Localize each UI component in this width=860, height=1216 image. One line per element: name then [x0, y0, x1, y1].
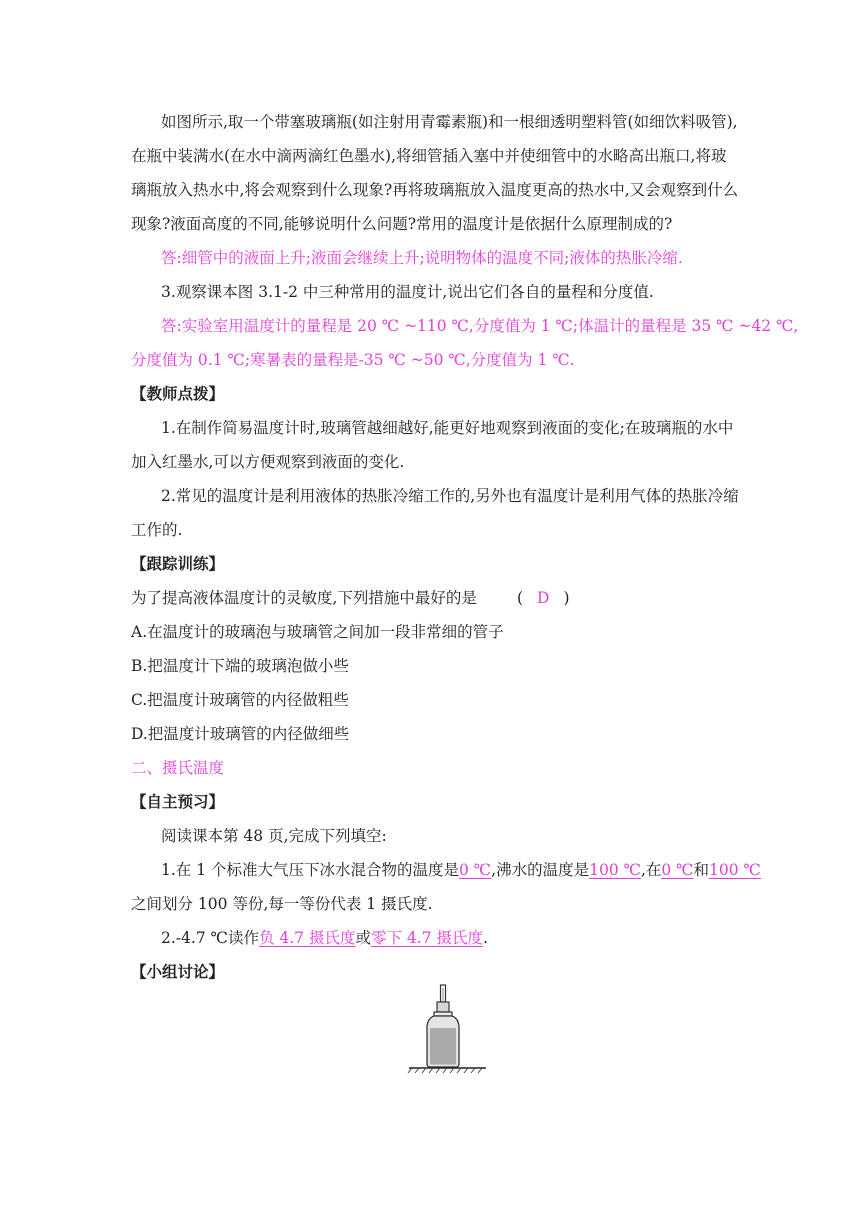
intro-line-2: 在瓶中装满水(在水中滴两滴红色墨水),将细管插入塞中并使细管中的水略高出瓶口,将玻 [131, 147, 727, 165]
answer-3-line-1: 答:实验室用温度计的量程是 20 ℃ ~110 ℃,分度值为 1 ℃;体温计的量程是 35 ℃ ~42 ℃, [161, 317, 799, 335]
blank-ice-water-temp: 0 ℃ [459, 861, 492, 879]
blank-boiling-temp: 100 ℃ [589, 861, 641, 879]
fill-2-text-c: . [483, 929, 488, 947]
option-a: A.在温度计的玻璃泡与玻璃管之间加一段非常细的管子 [131, 623, 504, 641]
blank-reading-1: 负 4.7 摄氏度 [258, 929, 356, 947]
fill-1-line-2: 之间划分 100 等份,每一等份代表 1 摄氏度. [131, 895, 433, 913]
option-c: C.把温度计玻璃管的内径做粗些 [131, 691, 349, 709]
practice-heading: 【跟踪训练】 [131, 554, 225, 573]
preview-intro: 阅读课本第 48 页,完成下列填空: [161, 827, 387, 845]
teacher-tip-1-line-1: 1.在制作简易温度计时,玻璃管越细越好,能更好地观察到液面的变化;在玻璃瓶的水中 [161, 419, 734, 437]
intro-line-3: 璃瓶放入热水中,将会观察到什么现象?再将玻璃瓶放入温度更高的热水中,又会观察到什么 [131, 181, 739, 199]
section-2-title: 二、摄氏温度 [131, 759, 225, 777]
fill-2-line [161, 928, 488, 948]
answer-3-line-2: 分度值为 0.1 ℃;寒暑表的量程是-35 ℃ ~50 ℃,分度值为 1 ℃. [131, 351, 575, 369]
fill-1-line-1 [161, 860, 761, 880]
teacher-heading: 【教师点拨】 [131, 384, 225, 403]
preview-heading: 【自主预习】 [131, 792, 225, 811]
fill-1-text-a: 1.在 1 个标准大气压下冰水混合物的温度是 [161, 861, 460, 879]
practice-question-text: 为了提高液体温度计的灵敏度,下列措施中最好的是 [131, 589, 477, 607]
practice-answer: D [537, 589, 550, 607]
blank-upper-point: 100 ℃ [709, 861, 761, 879]
blank-lower-point: 0 ℃ [661, 861, 694, 879]
teacher-tip-2-line-2: 工作的. [131, 521, 183, 539]
practice-question: 为了提高液体温度计的灵敏度,下列措施中最好的是 ( D ) [131, 589, 570, 607]
option-d: D.把温度计玻璃管的内径做细些 [131, 725, 350, 743]
teacher-tip-2-line-1: 2.常见的温度计是利用液体的热胀冷缩工作的,另外也有温度计是利用气体的热胀冷缩 [161, 487, 739, 505]
teacher-tip-1-line-2: 加入红墨水,可以方便观察到液面的变化. [131, 453, 405, 471]
option-b: B.把温度计下端的玻璃泡做小些 [131, 657, 349, 675]
group-heading: 【小组讨论】 [131, 962, 225, 981]
intro-line-4: 现象?液面高度的不同,能够说明什么问题?常用的温度计是依据什么原理制成的? [131, 215, 673, 233]
fill-1-text-b: ,沸水的温度是 [491, 861, 590, 879]
fill-2-text-b: 或 [355, 929, 371, 947]
intro-line-1: 如图所示,取一个带塞玻璃瓶(如注射用青霉素瓶)和一根细透明塑料管(如细饮料吸管), [161, 113, 738, 131]
fill-2-text-a: 2.-4.7 ℃读作 [161, 929, 259, 947]
answer-1: 答:细管中的液面上升;液面会继续上升;说明物体的温度不同;液体的热胀冷缩. [161, 249, 683, 267]
blank-reading-2: 零下 4.7 摄氏度 [370, 929, 483, 947]
question-3: 3.观察课本图 3.1-2 中三种常用的温度计,说出它们各自的量程和分度值. [161, 283, 654, 301]
fill-1-text-c: ,在 [640, 861, 662, 879]
bottle-illustration [404, 984, 494, 1074]
fill-1-text-d: 和 [693, 861, 710, 879]
